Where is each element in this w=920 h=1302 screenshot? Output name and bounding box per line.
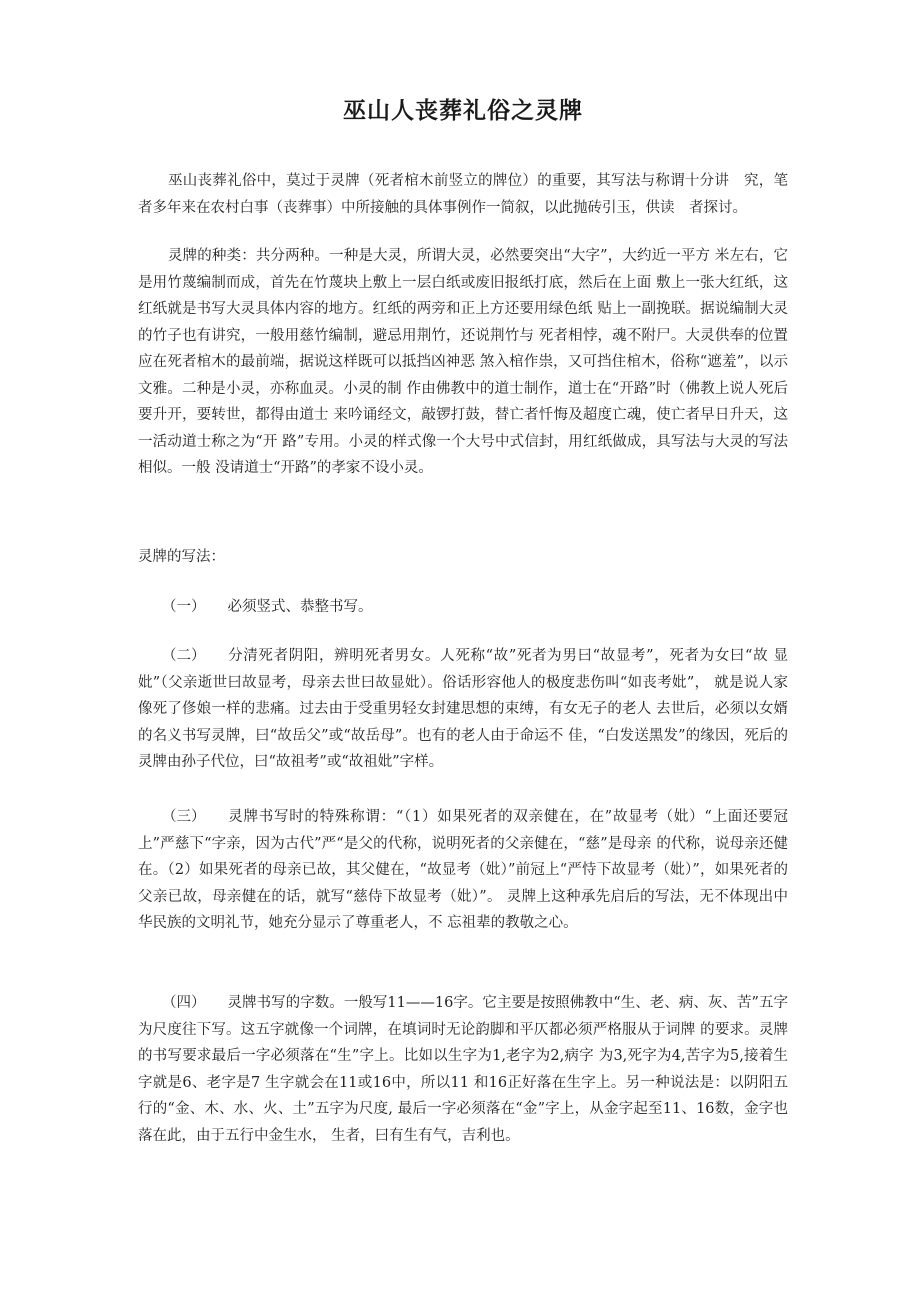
list-item-text: 必须竖式、恭整书写。 xyxy=(227,599,373,615)
list-item-text: 灵牌书写时的特殊称谓：“（1）如果死者的双亲健在，在”故显考（妣）“上面还要冠上”严慈下“字亲，因为古代”严“是父的代称，说明死者的父亲健在，“慈”是母亲 的代称，说母亲还健在。（2）如果死者的母亲已故，其父健在，“故显考（妣）”前冠上“严恃下故显考（妣）”，如果死者的父亲已故，母亲健在的话，就写“慈侍下故显考（妣）”。 灵牌上这种承先启后的写法，无不体现出中华民族的文明礼节，她充分显示了尊重老人，不 忘祖辈的教敬之心。 xyxy=(138,809,788,931)
list-item-3 xyxy=(138,804,788,937)
intro-paragraph: 巫山丧葬礼俗中，莫过于灵牌（死者棺木前竖立的牌位）的重要，其写法与称谓十分讲 究，笔者多年来在农村白事（丧葬事）中所接触的具体事例作一简叙，以此抛砖引玉，供读 者探讨。 xyxy=(138,173,788,216)
list-item-1 xyxy=(138,594,788,621)
types-paragraph: 灵牌的种类：共分两种。一种是大灵，所谓大灵，必然要突出“大字”，大约近一平方 米左右，它是用竹蔑编制而成，首先在竹蔑块上敷上一层白纸或废旧报纸打底，然后在上面 敷上一张大红纸，这红纸就是书写大灵具体内容的地方。红纸的两旁和正上方还要用绿色纸 贴上一副挽联。据说编制大灵的竹子也有讲究，一般用慈竹编制，避忌用荆竹，还说荆竹与 死者相悖，魂不附尸。大灵供奉的位置应在死者棺木的最前端，据说这样既可以抵挡凶神恶 煞入棺作祟，又可挡住棺木，俗称“遮羞”，以示文雅。二种是小灵，亦称血灵。小灵的制 作由佛教中的道士制作，道士在“开路”时（佛教上说人死后要升开，要转世，都得由道士 来吟诵经文，敲锣打鼓，替亡者忏悔及超度亡魂，使亡者早日升天，这一活动道士称之为“开 路”专用。小灵的样式像一个大号中式信封，用红纸做成，具写法与大灵的写法相似。一般 没请道士“开路”的孝家不设小灵。 xyxy=(138,248,788,476)
list-item-number: （二） xyxy=(162,648,206,664)
list-item-text: 分清死者阴阳，辨明死者男女。人死称“故”死者为男曰“故显考”，死者为女曰“故 显妣”（父亲逝世曰故显考，母亲去世曰故显妣）。俗话形容他人的极度悲伤叫“如丧考妣”， 就是说人家像死了俢娘一样的悲痛。过去由于受重男轻女封建思想的束缚，有女无子的老人 去世后，必须以女婿的名义书写灵牌，曰“故岳父”或“故岳母”。也有的老人由于命运不 佳，“白发送黑发”的缘因，死后的灵牌由孙子代位，曰“故祖考”或“故祖妣”字样。 xyxy=(138,648,788,770)
list-item-number: （三） xyxy=(162,809,206,825)
writing-heading: 灵牌的写法： xyxy=(138,549,225,565)
list-item-number: （四） xyxy=(162,995,206,1011)
list-item-4 xyxy=(138,990,788,1149)
document-title: 巫山人丧葬礼俗之灵牌 xyxy=(343,97,583,124)
list-item-2 xyxy=(138,643,788,776)
list-item-text: 灵牌书写的字数。一般写11——16字。它主要是按照佛教中“生、老、病、灰、苦”五字为尺度往下写。这五字就像一个词牌，在填词时无论韵脚和平仄都必须严格服从于词牌 的要求。灵牌的书写要求最后一字必须落在“生”字上。比如以生字为1,老字为2,病字 为3,死字为4,苦字为5,接着生字就是6、老字是7 生字就会在11或16中，所以11 和16正好落在生字上。另一种说法是：以阴阳五行的“金、木、水、火、土”五字为尺度, 最后一字必须落在“金”字上，从金字起至11、16数，金字也落在此，由于五行中金生水， 生者，曰有生有气，吉利也。 xyxy=(138,995,788,1144)
list-item-number: （一） xyxy=(162,599,206,615)
